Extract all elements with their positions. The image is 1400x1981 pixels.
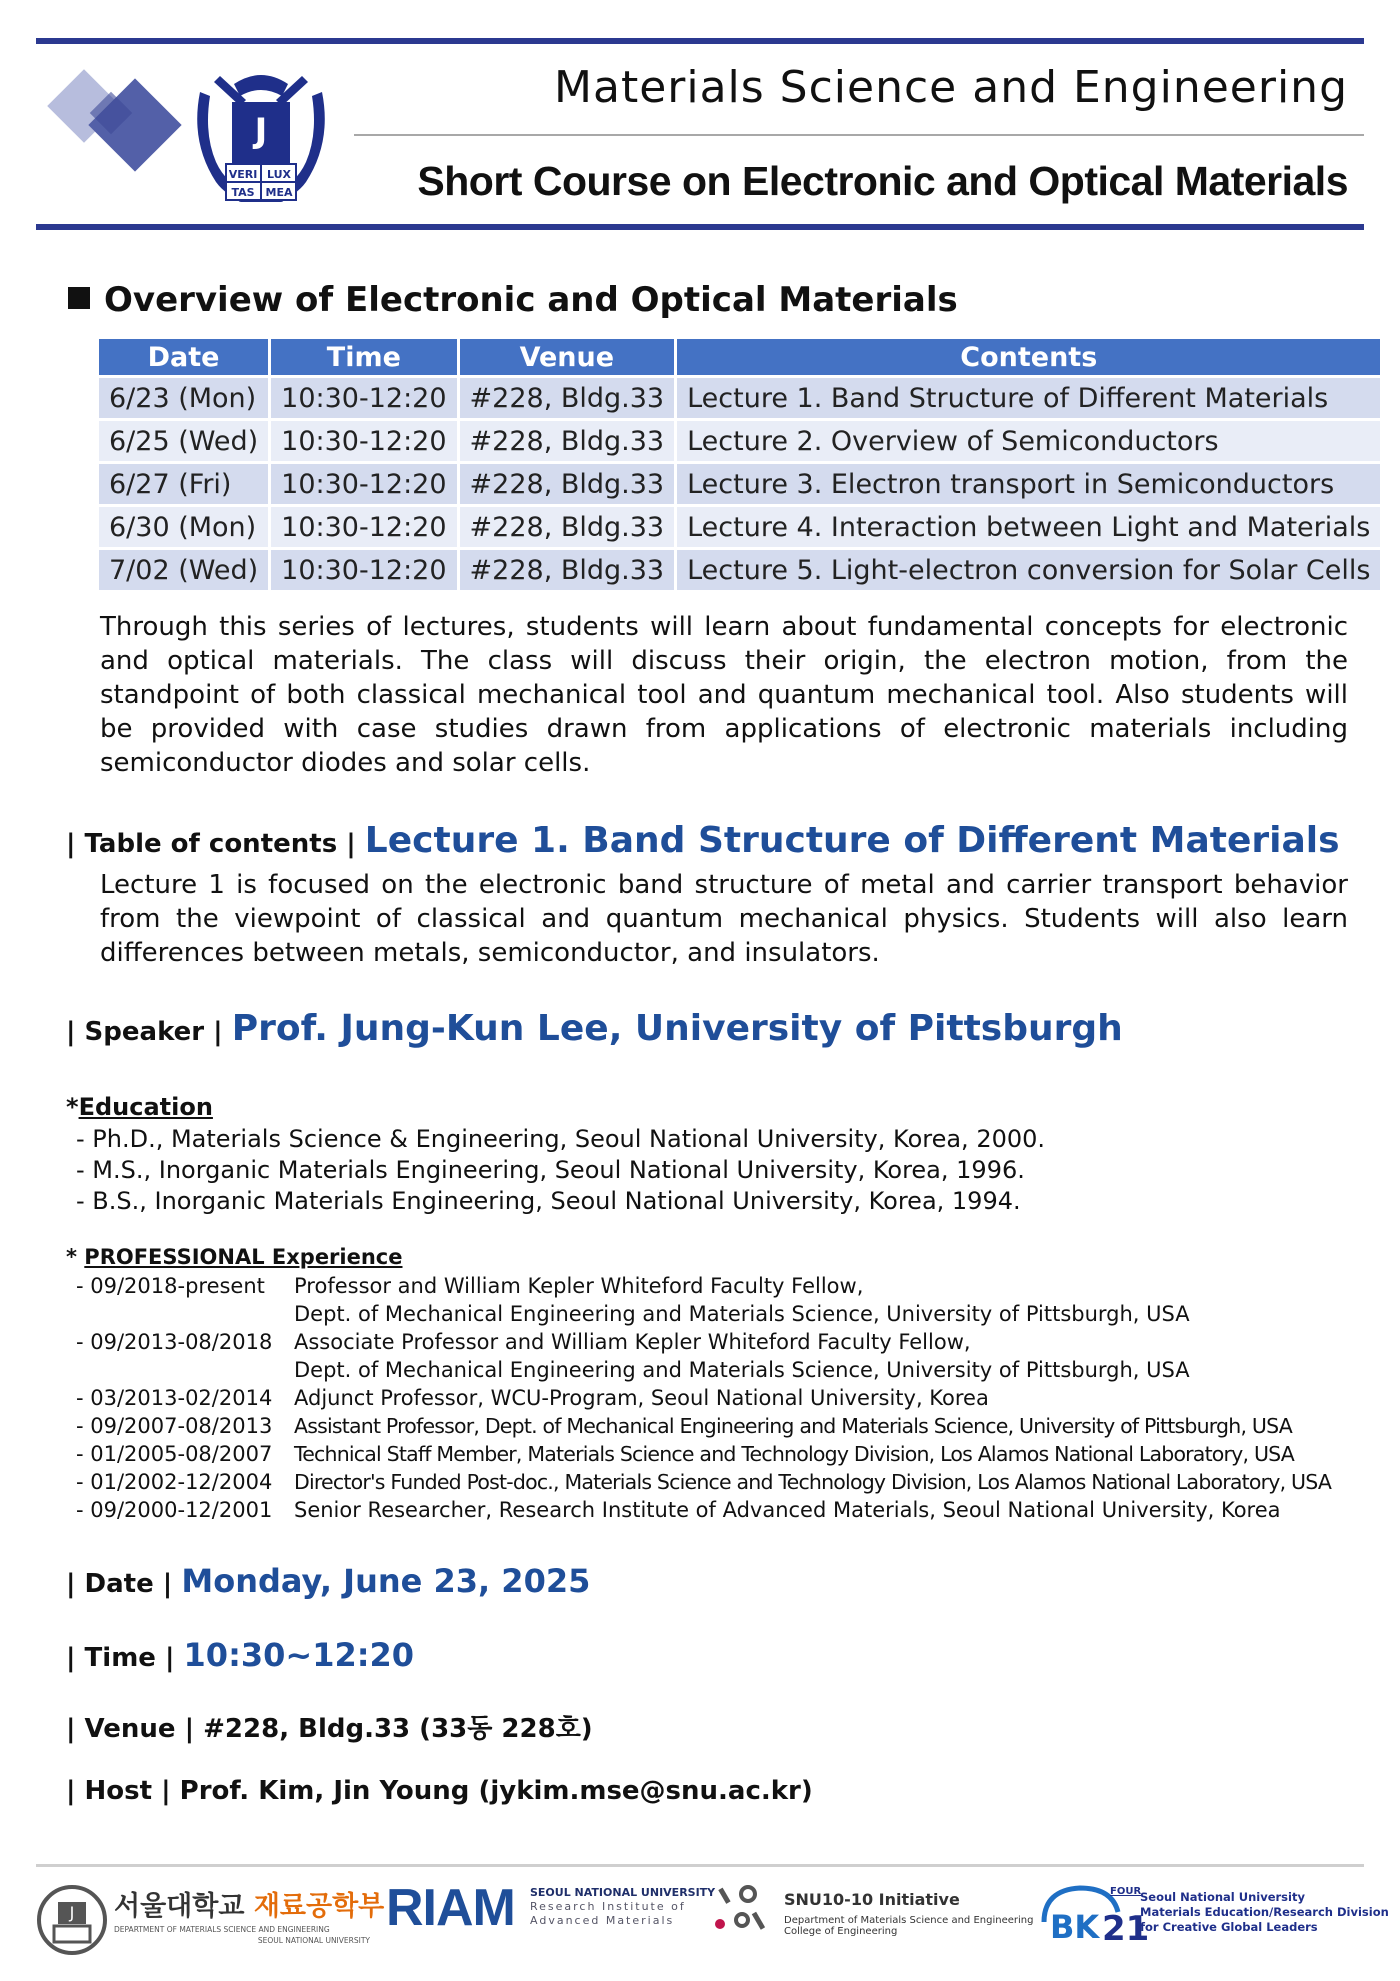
venue-line: | Venue | #228, Bldg.33 (33동 228호) bbox=[66, 1714, 593, 1744]
exp-period: - 09/2018-present bbox=[76, 1274, 265, 1298]
list-item: - B.S., Inorganic Materials Engineering, Seoul National University, Korea, 1994. bbox=[76, 1187, 1021, 1215]
exp-period: - 09/2007-08/2013 bbox=[76, 1414, 273, 1438]
cell-time: 10:30-12:20 bbox=[271, 378, 456, 418]
exp-desc: Senior Researcher, Research Institute of Advanced Materials, Seoul National University, Korea bbox=[294, 1498, 1281, 1522]
footer-dept-kr: 서울대학교 재료공학부 bbox=[114, 1891, 385, 1922]
list-item bbox=[76, 1300, 1331, 1328]
footer-snu-logo bbox=[36, 1884, 108, 1956]
exp-desc: Associate Professor and William Kepler Whiteford Faculty Fellow, bbox=[294, 1330, 971, 1354]
exp-period: - 09/2013-08/2018 bbox=[76, 1330, 273, 1354]
list-item bbox=[76, 1496, 1331, 1524]
cell-time: 10:30-12:20 bbox=[271, 507, 456, 547]
list-item bbox=[76, 1356, 1331, 1384]
exp-desc: Adjunct Professor, WCU-Program, Seoul National University, Korea bbox=[294, 1386, 989, 1410]
cell-contents: Lecture 1. Band Structure of Different Materials bbox=[677, 378, 1380, 418]
education-list bbox=[76, 1124, 1045, 1217]
speaker-name: Prof. Jung-Kun Lee, University of Pittsburgh bbox=[231, 1008, 1123, 1049]
col-header-time: Time bbox=[271, 339, 456, 375]
cell-contents: Lecture 2. Overview of Semiconductors bbox=[677, 421, 1380, 461]
cell-time: 10:30-12:20 bbox=[271, 550, 456, 590]
exp-desc: Dept. of Mechanical Engineering and Materials Science, University of Pittsburgh, USA bbox=[294, 1302, 1190, 1326]
date-label: | Date | bbox=[66, 1569, 173, 1599]
date-heading bbox=[66, 1562, 590, 1600]
emblem-text-2: LUX bbox=[266, 168, 292, 181]
education-heading: *Education bbox=[66, 1093, 213, 1121]
course-title: Short Course on Electronic and Optical Materials bbox=[417, 158, 1348, 204]
toc-heading bbox=[66, 820, 1340, 861]
exp-desc: Technical Staff Member, Materials Science and Technology Division, Los Alamos National Laboratory, USA bbox=[294, 1442, 1294, 1466]
col-header-venue: Venue bbox=[460, 339, 675, 375]
header-bottom-rule bbox=[36, 224, 1364, 230]
date-value: Monday, June 23, 2025 bbox=[181, 1562, 591, 1600]
time-label: | Time | bbox=[66, 1643, 175, 1673]
table-row bbox=[99, 464, 1380, 504]
table-row bbox=[99, 378, 1380, 418]
bullet-square-icon bbox=[68, 287, 90, 309]
time-value: 10:30~12:20 bbox=[183, 1636, 415, 1674]
cell-venue: #228, Bldg.33 bbox=[460, 421, 675, 461]
emblem-text-3: TAS bbox=[231, 186, 255, 199]
footer-riam-text: SEOUL NATIONAL UNIVERSITY Research Institute of Advanced Materials bbox=[530, 1886, 716, 1927]
snu-emblem bbox=[186, 62, 336, 212]
table-row bbox=[99, 421, 1380, 461]
list-item bbox=[76, 1384, 1331, 1412]
list-item bbox=[76, 1440, 1331, 1468]
decorative-diamonds bbox=[40, 62, 190, 182]
toc-label: | Table of contents | bbox=[66, 829, 356, 859]
list-item bbox=[76, 1468, 1331, 1496]
list-item: - Ph.D., Materials Science & Engineering, Seoul National University, Korea, 2000. bbox=[76, 1125, 1046, 1153]
footer-rule bbox=[36, 1864, 1364, 1867]
time-heading bbox=[66, 1636, 414, 1674]
cell-venue: #228, Bldg.33 bbox=[460, 464, 675, 504]
host-line: | Host | Prof. Kim, Jin Young (jykim.mse@snu.ac.kr) bbox=[66, 1776, 813, 1806]
header-top-rule bbox=[36, 38, 1364, 44]
footer-bk21-logo bbox=[1038, 1882, 1148, 1946]
cell-time: 10:30-12:20 bbox=[271, 464, 456, 504]
footer-dept-en: DEPARTMENT OF MATERIALS SCIENCE AND ENGINEERING SEOUL NATIONAL UNIVERSITY bbox=[114, 1925, 370, 1945]
cell-date: 6/30 (Mon) bbox=[99, 507, 268, 547]
bk-four-text: FOUR bbox=[1110, 1886, 1142, 1897]
exp-period: - 01/2005-08/2007 bbox=[76, 1442, 273, 1466]
exp-period bbox=[76, 1356, 294, 1384]
exp-desc: Professor and William Kepler Whiteford Faculty Fellow, bbox=[294, 1274, 864, 1298]
list-item bbox=[76, 1328, 1331, 1356]
cell-date: 6/23 (Mon) bbox=[99, 378, 268, 418]
experience-heading: * PROFESSIONAL Experience bbox=[66, 1245, 403, 1269]
emblem-text-4: MEA bbox=[265, 186, 293, 199]
speaker-label: | Speaker | bbox=[66, 1017, 223, 1047]
speaker-heading bbox=[66, 1008, 1123, 1049]
dept-title: Materials Science and Engineering bbox=[554, 62, 1348, 113]
exp-desc: Assistant Professor, Dept. of Mechanical Engineering and Materials Science, University of Pittsburgh, USA bbox=[294, 1414, 1292, 1438]
exp-desc: Dept. of Mechanical Engineering and Materials Science, University of Pittsburgh, USA bbox=[294, 1358, 1190, 1382]
exp-desc: Director's Funded Post-doc., Materials Science and Technology Division, Los Alamos National Laboratory, USA bbox=[294, 1470, 1332, 1494]
header-divider bbox=[354, 134, 1364, 136]
col-header-contents: Contents bbox=[677, 339, 1380, 375]
table-row bbox=[99, 550, 1380, 590]
toc-description: Lecture 1 is focused on the electronic band structure of metal and carrier transport behavior from the viewpoint of classical and quantum mechanical physics. Students will also learn differences between metals, semiconductor, and insulators. bbox=[100, 870, 1348, 968]
exp-period: - 01/2002-12/2004 bbox=[76, 1470, 273, 1494]
cell-venue: #228, Bldg.33 bbox=[460, 507, 675, 547]
table-row bbox=[99, 507, 1380, 547]
svg-text:J: J bbox=[254, 111, 268, 151]
cell-date: 6/25 (Wed) bbox=[99, 421, 268, 461]
exp-period: - 09/2000-12/2001 bbox=[76, 1498, 273, 1522]
col-header-date: Date bbox=[99, 339, 268, 375]
list-item: - M.S., Inorganic Materials Engineering, Seoul National University, Korea, 1996. bbox=[76, 1156, 1025, 1184]
toc-title: Lecture 1. Band Structure of Different Materials bbox=[364, 820, 1340, 861]
footer-snu1010-mark bbox=[708, 1880, 770, 1942]
overview-title: Overview of Electronic and Optical Materials bbox=[68, 280, 958, 320]
experience-list bbox=[76, 1272, 1331, 1524]
overview-description: Through this series of lectures, students will learn about fundamental concepts for electronic and optical materials. The class will discuss their origin, the electron motion, from the standpoint of both classical mechanical tool and quantum mechanical tool. Also students will be provided with case studies drawn from applications of electronic materials including semiconductor diodes and solar cells. bbox=[100, 612, 1348, 778]
exp-period: - 03/2013-02/2014 bbox=[76, 1386, 273, 1410]
cell-contents: Lecture 3. Electron transport in Semiconductors bbox=[677, 464, 1380, 504]
cell-contents: Lecture 4. Interaction between Light and Materials bbox=[677, 507, 1380, 547]
table-header-row bbox=[99, 339, 1380, 375]
schedule-table bbox=[96, 336, 1383, 593]
cell-venue: #228, Bldg.33 bbox=[460, 550, 675, 590]
cell-date: 7/02 (Wed) bbox=[99, 550, 268, 590]
cell-date: 6/27 (Fri) bbox=[99, 464, 268, 504]
footer-bk21-text: Seoul National University Materials Education/Research Division for Creative Global Leaders bbox=[1140, 1890, 1389, 1934]
bk-text: BK bbox=[1050, 1908, 1100, 1946]
footer-snu1010-text: SNU10-10 Initiative Department of Materials Science and Engineering College of Engineering bbox=[784, 1890, 1034, 1937]
list-item bbox=[76, 1412, 1331, 1440]
cell-contents: Lecture 5. Light-electron conversion for Solar Cells bbox=[677, 550, 1380, 590]
cell-time: 10:30-12:20 bbox=[271, 421, 456, 461]
svg-text:J: J bbox=[69, 1903, 75, 1922]
exp-period bbox=[76, 1300, 294, 1328]
emblem-text-1: VERI bbox=[228, 168, 258, 181]
cell-venue: #228, Bldg.33 bbox=[460, 378, 675, 418]
bk-21-text: 21 bbox=[1102, 1909, 1148, 1946]
list-item bbox=[76, 1272, 1331, 1300]
footer-riam-logo: RIAM bbox=[386, 1879, 515, 1937]
